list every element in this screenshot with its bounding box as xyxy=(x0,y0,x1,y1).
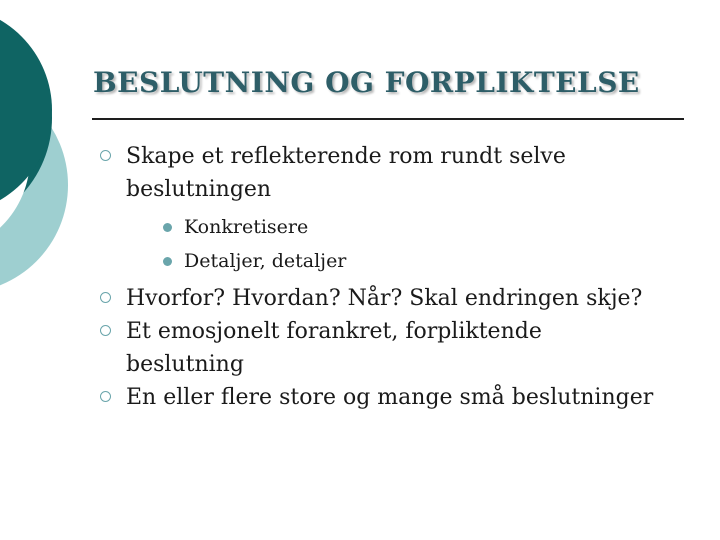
bullet-list xyxy=(100,140,660,414)
bullet-text: Hvorfor? Hvordan? Når? Skal endringen skje? xyxy=(126,286,643,311)
bullet-item xyxy=(100,315,660,381)
sub-bullet-item xyxy=(156,210,660,244)
sub-bullet-item xyxy=(156,244,660,278)
bullet-text: Et emosjonelt forankret, forpliktende beslutning xyxy=(126,319,542,377)
sub-bullet-list xyxy=(126,210,660,278)
bullet-text: Skape et reflekterende rom rundt selve beslutningen xyxy=(126,144,566,202)
bullet-item xyxy=(100,282,660,315)
ring-bullet-icon xyxy=(100,150,111,161)
ring-bullet-icon xyxy=(100,391,111,402)
title-underline xyxy=(92,118,684,120)
bullet-item xyxy=(100,140,660,278)
slide-title: BESLUTNING OG FORPLIKTELSE xyxy=(93,66,640,99)
ring-bullet-icon xyxy=(100,325,111,336)
dot-bullet-icon xyxy=(163,257,172,266)
bullet-text: En eller flere store og mange små beslutninger xyxy=(126,385,654,410)
dot-bullet-icon xyxy=(163,223,172,232)
ring-bullet-icon xyxy=(100,292,111,303)
sub-bullet-text: Detaljer, detaljer xyxy=(184,250,347,272)
bullet-item xyxy=(100,381,660,414)
sub-bullet-text: Konkretisere xyxy=(184,216,309,238)
